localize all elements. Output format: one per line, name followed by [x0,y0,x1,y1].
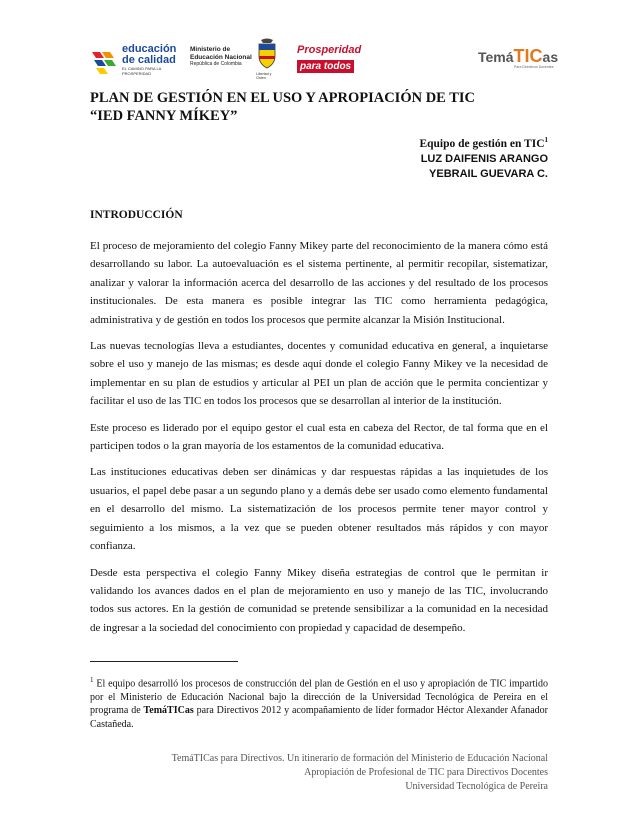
title-line-1: PLAN DE GESTIÓN EN EL USO Y APROPIACIÓN DE TIC [90,90,475,106]
body-paragraph: El proceso de mejoramiento del colegio Fanny Mikey parte del reconocimiento de la manera cómo está desarrollando su labor. La autoevaluación es el sistema pertinente, al permitir recopilar, sistematizar, analizar y valorar la información acerca del desarrollo de las acciones y del resultado de los procesos institucionales. De esta manera es posible integrar las TIC como herramienta pedagógica, administrativa y de gestión en todos los procesos que permite alcanzar la Misión Institucional. [90,240,548,326]
prosperidad-logo [297,44,361,78]
body-paragraph: Las nuevas tecnologías lleva a estudiantes, docentes y comunidad educativa en general, a inquietarse sobre el uso y manejo de las mismas; es desde aquí donde el colegio Fanny Mikey ve la necesidad de implementar en su plan de estudios y articular al PEI un plan de acción que le permita concientizar y facilitar el uso de las TIC en todos los procesos que se desarrollan al interior de la institución. [90,340,548,408]
footnote-marker: 1 [90,676,94,684]
team-member: LUZ DAIFENIS ARANGO [420,152,548,165]
tematicas-wordmark [478,46,559,66]
prosperidad-line2: para todos [297,60,354,73]
body-paragraph: Las instituciones educativas deben ser dinámicas y dar respuestas rápidas a las inquietudes de los usuarios, el papel debe pasar a un segundo plano y a demás debe ser usado como elemento fundamental en el desarrollo del mismo. La sistematización de los procesos permite tener mayor control y seguimiento a los mismos, a la vez que se pueden obtener resultados más rápidos y con mayor confianza. [90,466,548,553]
team-label-row [419,133,548,152]
colorful-arrows-icon [92,48,118,74]
body-paragraph: Desde esta perspectiva el colegio Fanny Mikey diseña estrategias de control que le permitan ir validando los avances dados en el plan de mejoramiento en uso y manejo de las TIC, involucrando todos sus actores. En la gestión de comunidad se pretende sensibilizar a la comunidad en la necesidad de ingresar a la sociedad del conocimiento con propiedad y capacidad de desempeño. [90,566,548,634]
educacion-line2: de calidad [122,54,176,66]
prosperidad-line1: Prosperidad [297,44,362,56]
colombia-shield-logo [256,38,278,80]
document-body [90,209,548,645]
educacion-de-calidad-logo [92,42,182,82]
footnote-divider [90,661,238,662]
ministerio-line1: Ministerio de [190,46,231,53]
tematicas-tic: TIC [513,46,543,66]
page-footer [172,752,548,794]
educacion-wordmark [122,44,182,76]
title-line-2: “IED FANNY MÍKEY” [90,108,238,124]
colombia-coat-of-arms-icon [256,38,278,70]
tematicas-logo [478,46,558,78]
document-title [90,89,550,125]
footnote [90,674,548,731]
team-block [419,133,548,182]
tematicas-post: as [542,49,559,65]
tematicas-pre: Temá [478,49,514,65]
ministerio-logo [190,46,252,69]
footer-line: Universidad Tecnológica de Pereira [405,781,548,792]
footnote-text-before: El equipo desarrolló los procesos de construcción del plan de Gestión en el uso y apropiación de TIC impartido por el Ministerio de Educación Nacional bajo la dirección de la Universidad Tecnológica de Pereira en el programa de [90,678,548,717]
header-logos [0,28,638,88]
team-label: Equipo de gestión en TIC [419,137,545,150]
team-member: YEBRAIL GUEVARA C. [429,167,548,180]
educacion-tagline: EL CAMINO PARA LA PROSPERIDAD [122,66,162,76]
tematicas-subtitle: Para Directivos Docentes [514,65,554,69]
footer-line: Apropiación de Profesional de TIC para Directivos Docentes [304,767,548,778]
footnote-bold: TemáTICas [143,705,194,717]
ministerio-line3: República de Colombia [190,61,242,67]
footer-line: TemáTICas para Directivos. Un itinerario de formación del Ministerio de Educación Nacional [171,753,548,764]
educacion-line1: educación [122,43,177,55]
shield-caption: Libertad y Orden [256,72,272,80]
section-heading: INTRODUCCIÓN [90,209,183,221]
body-paragraph: Este proceso es liderado por el equipo gestor el cual esta en cabeza del Rector, de tal forma que en el participen todos o la gran mayoría de los estamentos de la comunidad educativa. [90,421,548,453]
ministerio-line2: Educación Nacional [190,53,252,61]
footnote-text-after: para Directivos 2012 y acompañamiento de líder formador Héctor Alexander Afanador Castañeda. [90,705,548,730]
team-footnote-ref: 1 [544,136,548,144]
